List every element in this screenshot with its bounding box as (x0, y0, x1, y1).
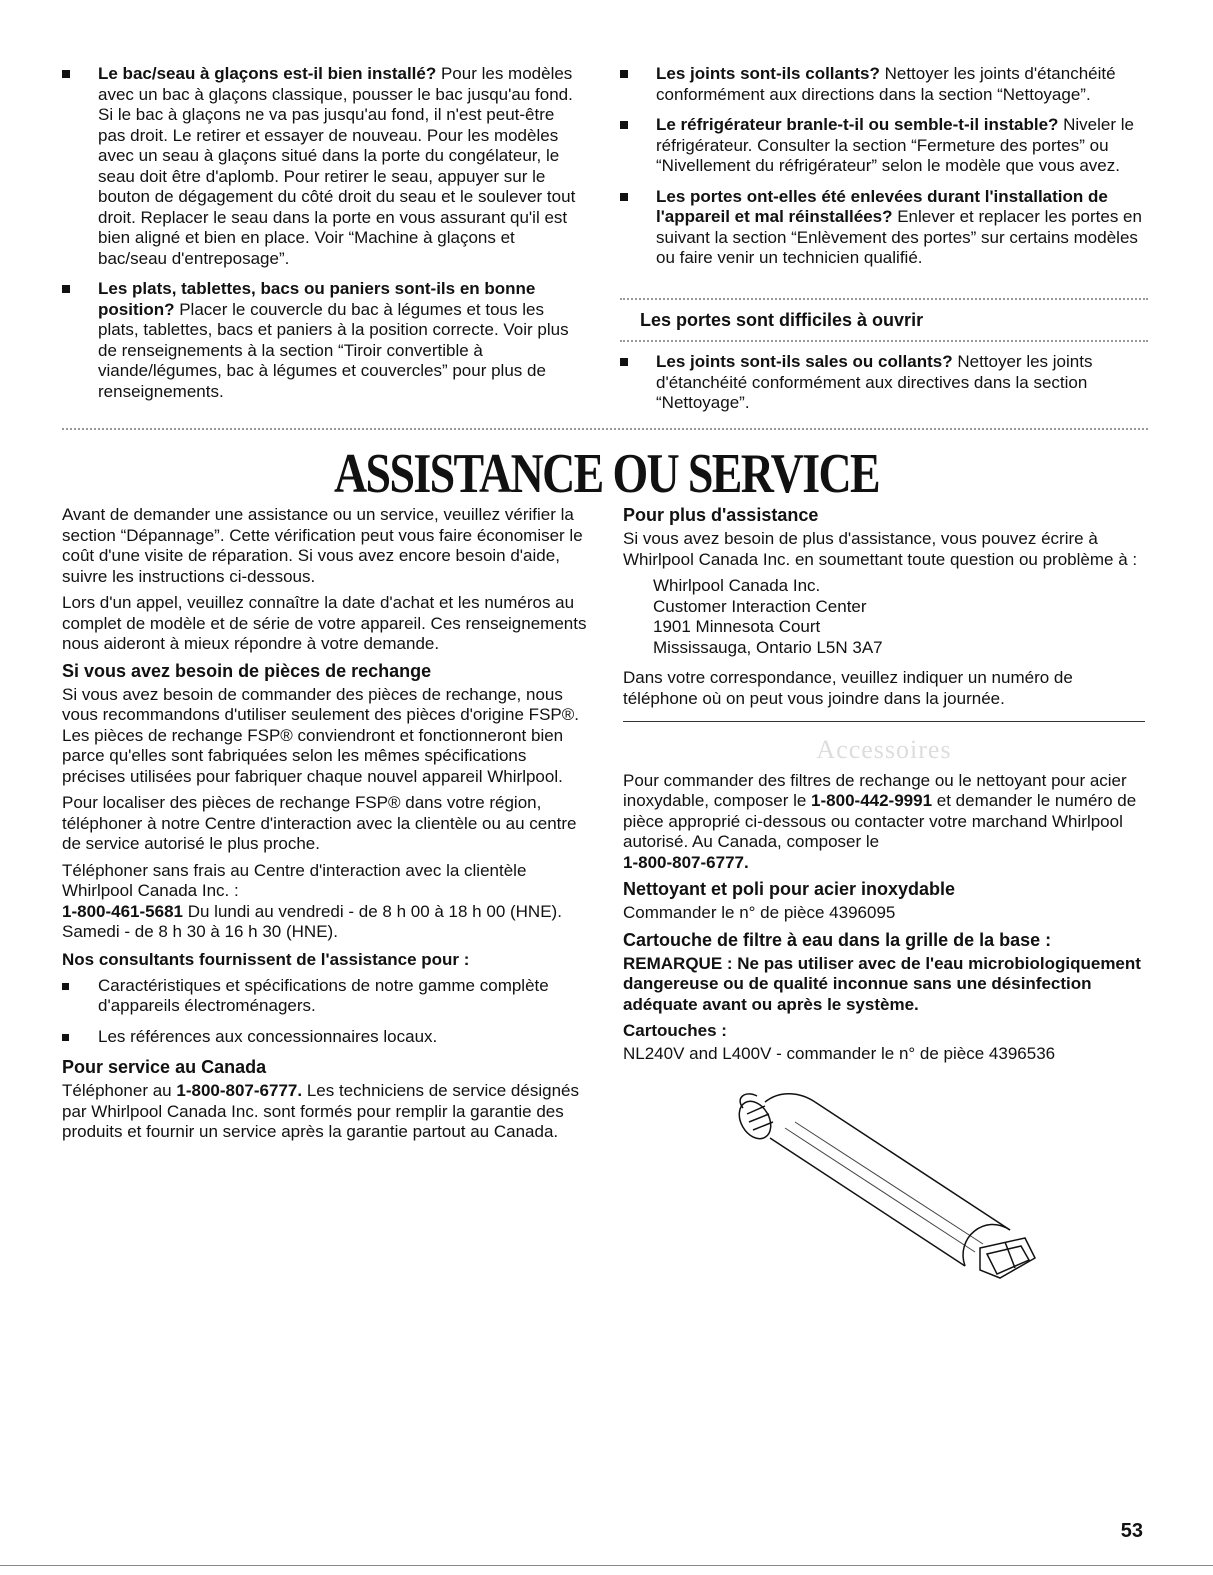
canada-text: Les techniciens de service désignés par Whirlpool Canada Inc. sont formés pour remplir la garantie des produits et fournir un service après la garantie partout au Canada. (62, 1081, 579, 1141)
address-line: Whirlpool Canada Inc. (653, 576, 821, 595)
item-text: Niveler le réfrigérateur. Consulter la section “Fermeture des portes” ou “Nivellement du réfrigérateur” selon le modèle que vous avez. (656, 115, 1134, 175)
filter-heading: Cartouche de filtre à eau dans la grille de la base : (623, 929, 1052, 950)
acc-text: et demander le numéro de pièce approprié ci-dessous ou contacter votre marchand Whirlpool autorisé. Au Canada, composer le (623, 791, 1137, 851)
item-question: Les joints sont-ils sales ou collants? (656, 352, 953, 371)
cartouches-label: Cartouches : (623, 1021, 727, 1040)
correspondence-paragraph: Dans votre correspondance, veuillez indiquer un numéro de téléphone où on peut vous joindre dans la journée. (623, 668, 1073, 708)
bullet-icon (620, 70, 628, 78)
item-text: Les références aux concessionnaires locaux. (98, 1026, 438, 1046)
acc-text: Pour commander des filtres de rechange ou le nettoyant pour acier inoxydable, composer le (623, 770, 1127, 810)
hours-text: Du lundi au vendredi - de 8 h 00 à 18 h 00 (HNE). Samedi - de 8 h 30 à 16 h 30 (HNE). (62, 901, 562, 941)
bullet-icon (620, 193, 628, 201)
dotted-divider (620, 340, 1148, 342)
bullet-icon (620, 121, 628, 129)
cleaner-heading: Nettoyant et poli pour acier inoxydable (623, 879, 956, 899)
item-text: Placer le couvercle du bac à légumes et tous les plats, tablettes, bacs et paniers à la position correcte. Voir plus de renseignements à la section “Tiroir convertible à viande/légumes, bac à légumes et couvercles” pour plus de renseignements. (98, 299, 569, 401)
item-text: Enlever et replacer les portes en suivant la section “Enlèvement des portes” sur certains modèles ou faire venir un technicien qualifié. (656, 207, 1142, 267)
parts-heading: Si vous avez besoin de pièces de rechange (62, 660, 432, 681)
consult-heading: Nos consultants fournissent de l'assistance pour : (62, 949, 470, 969)
canada-text: Téléphoner au (62, 1081, 177, 1100)
canada-paragraph (62, 1081, 592, 1143)
list-item (620, 115, 1148, 177)
assistance-left-column (62, 505, 592, 1149)
top-right-column (620, 64, 1148, 279)
bullet-icon (62, 983, 69, 990)
mailing-address (653, 576, 1145, 658)
phone-paragraph (62, 902, 592, 943)
item-question: Le bac/seau à glaçons est-il bien installé? (98, 64, 437, 83)
doors-heading: Les portes sont difficiles à ouvrir (640, 310, 924, 330)
item-text: Pour les modèles avec un bac à glaçons classique, pousser le bac jusqu'au fond. Si le bac à glaçons ne va pas jusqu'au fond, il n'est peut-être pas droit. Le retirer et essayer de nouveau. Pour les modèles avec un seau à glaçons situé dans la porte du congélateur, le seau doit être d'aplomb. Pour retirer le seau, appuyer sur le bouton de dégagement du côté droit du seau et le soulever tout droit. Replacer le seau dans la porte en vous assurant qu'il est bien aligné et bien en place. Voir “Machine à glaçons et bac/seau d'entreposage”. (98, 64, 576, 268)
page-number: 53 (1120, 1520, 1143, 1542)
list-item (62, 279, 582, 402)
doors-section (620, 310, 1148, 331)
top-left-column (62, 64, 582, 412)
phone-number: 1-800-807-6777. (176, 1081, 303, 1100)
list-item (620, 64, 1148, 105)
bottom-rule (0, 1565, 1213, 1566)
cartouches-paragraph: NL240V and L400V - commander le n° de pièce 4396536 (623, 1043, 1056, 1063)
list-item (62, 976, 592, 1017)
bullet-icon (620, 358, 628, 366)
parts-paragraph: Si vous avez besoin de commander des pièces de rechange, nous vous recommandons d'utiliser seulement des pièces d'origine FSP®. Les pièces de rechange FSP® conviendront et fonctionneront bien parce qu'elles sont fabriquées selon les mêmes spécifications précises utilisées pour fabriquer chaque nouvel appareil Whirlpool. (62, 684, 579, 786)
item-text: Nettoyer les joints d'étanchéité conformément aux directives dans la section “Nettoyage”. (656, 352, 1093, 412)
dotted-divider (62, 428, 1148, 430)
phone-number: 1-800-461-5681 (62, 901, 183, 921)
page-title: ASSISTANCE OU SERVICE (334, 443, 879, 505)
item-question: Les portes ont-elles été enlevées durant l'installation de l'appareil et mal réinstallées? (656, 186, 1108, 226)
phone-number: 1-800-442-9991 (811, 791, 933, 810)
cleaner-paragraph: Commander le n° de pièce 4396095 (623, 903, 896, 922)
phone-number: 1-800-807-6777. (623, 852, 749, 872)
item-question: Le réfrigérateur branle-t-il ou semble-t-il instable? (656, 115, 1059, 134)
water-filter-cartridge-illustration (725, 1088, 1045, 1288)
item-question: Les plats, tablettes, bacs ou paniers sont-ils en bonne position? (98, 279, 536, 319)
dotted-divider (620, 298, 1148, 300)
bullet-icon (62, 1034, 69, 1041)
item-text: Caractéristiques et spécifications de notre gamme complète d'appareils électroménagers. (98, 975, 549, 1015)
item-text: Nettoyer les joints d'étanchéité conformément aux directions dans la section “Nettoyage”. (656, 64, 1116, 104)
bullet-icon (62, 70, 70, 78)
address-line: Customer Interaction Center (653, 596, 867, 616)
list-item (620, 187, 1148, 269)
address-line: Mississauga, Ontario L5N 3A7 (653, 637, 883, 657)
address-line: 1901 Minnesota Court (653, 617, 821, 636)
assistance-right-column (623, 505, 1145, 1070)
list-item (62, 1027, 592, 1048)
item-question: Les joints sont-ils collants? (656, 64, 880, 83)
doors-list (620, 352, 1148, 424)
list-item (620, 352, 1148, 414)
section-divider (623, 721, 1145, 722)
intro-paragraph: Avant de demander une assistance ou un service, veuillez vérifier la section “Dépannage”. Cette vérification peut vous faire économiser le coût d'une visite de réparation. Si vous avez encore besoin d'aide, suivre les instructions ci-dessous. (62, 505, 583, 586)
remarque-note: REMARQUE : Ne pas utiliser avec de l'eau microbiologiquement dangereuse ou de qualité inconnue sans une désinfection adéquate avant ou après le système. (623, 953, 1141, 1014)
accessories-paragraph (623, 771, 1145, 874)
bullet-icon (62, 285, 70, 293)
accessories-title: Accessoires (816, 735, 952, 764)
intro-paragraph: Lors d'un appel, veuillez connaître la date d'achat et les numéros au complet de modèle et de série de votre appareil. Ces renseignements nous aideront à mieux répondre à votre demande. (62, 593, 587, 653)
list-item (62, 64, 582, 269)
parts-paragraph: Téléphoner sans frais au Centre d'interaction avec la clientèle Whirlpool Canada Inc. : (62, 860, 527, 900)
more-heading: Pour plus d'assistance (623, 505, 819, 525)
more-paragraph: Si vous avez besoin de plus d'assistance, vous pouvez écrire à Whirlpool Canada Inc. en soumettant toute question ou problème à : (623, 529, 1138, 569)
parts-paragraph: Pour localiser des pièces de rechange FSP® dans votre région, téléphoner à notre Centre d'interaction avec la clientèle ou au centre de service autorisé le plus proche. (62, 793, 577, 853)
canada-heading: Pour service au Canada (62, 1057, 267, 1077)
